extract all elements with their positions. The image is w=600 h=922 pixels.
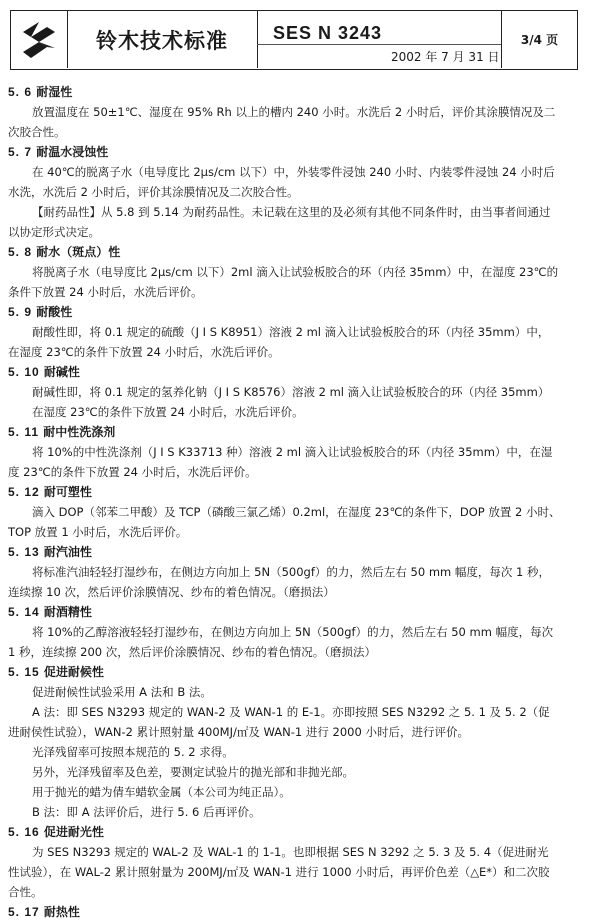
paragraph-line: 促进耐候性试验采用 A 法和 B 法。 <box>32 685 212 699</box>
section <box>8 82 588 142</box>
section-title: 耐汽油性 <box>43 545 92 559</box>
paragraph-line: 度 23℃的条件下放置 24 小时后，水洗后评价。 <box>8 465 257 479</box>
paragraph-line: 【耐药品性】从 5.8 到 5.14 为耐药品性。未记载在这里的及必须有其他不同条件时，由当事者间通过 <box>32 205 551 219</box>
paragraph-line: 条件下放置 24 小时后，水洗后评价。 <box>8 285 203 299</box>
section-number: 5. 15 <box>8 665 40 679</box>
section-number: 5. 7 <box>8 145 33 159</box>
paragraph-line: 耐碱性即，将 0.1 规定的氢养化钠（J I S K8576）溶液 2 ml 滴入让试验板胶合的环（内径 35mm） <box>32 385 550 399</box>
section <box>8 822 588 902</box>
paragraph-line: 将 10%的乙醇溶液轻轻打湿纱布，在侧边方向加上 5N（500gf）的力，然后左右 50 mm 幅度，每次 <box>32 625 554 639</box>
spec-number: SES N 3243 <box>273 23 383 43</box>
document-header <box>10 10 578 70</box>
section-title: 促进耐光性 <box>43 825 104 839</box>
section-title: 耐酒精性 <box>43 605 92 619</box>
section-heading <box>8 662 588 682</box>
paragraph-line: 光泽残留率可按照本规范的 5. 2 求得。 <box>32 745 234 759</box>
section-number: 5. 16 <box>8 825 40 839</box>
section <box>8 422 588 482</box>
paragraph-line: 以协定形式决定。 <box>8 225 100 239</box>
section-title: 耐温水浸蚀性 <box>36 145 109 159</box>
paragraph-line: 耐酸性即，将 0.1 规定的硫酸（J I S K8951）溶液 2 ml 滴入让试验板胶合的环（内径 35mm）中， <box>32 325 550 339</box>
paragraph-line: 次胶合性。 <box>8 125 66 139</box>
section-number: 5. 11 <box>8 425 40 439</box>
paragraph-line: 在湿度 23℃的条件下放置 24 小时后，水洗后评价。 <box>8 345 280 359</box>
section-heading <box>8 542 588 562</box>
paragraph-line: A 法：即 SES N3293 规定的 WAN-2 及 WAN-1 的 E-1。亦即按照 SES N3292 之 5. 1 及 5. 2（促 <box>32 705 550 719</box>
paragraph-line: 进耐侯性试验），WAN-2 累计照射量 400MJ/㎡及 WAN-1 进行 2000 小时后，进行评价。 <box>8 725 469 739</box>
section <box>8 902 588 922</box>
section-heading <box>8 822 588 842</box>
logo-cell <box>11 11 68 68</box>
section-title: 耐湿性 <box>36 85 73 99</box>
section <box>8 482 588 542</box>
section-title: 耐酸性 <box>36 305 73 319</box>
section-number: 5. 6 <box>8 85 33 99</box>
paragraph-line: 将脱离子水（电导度比 2μs/cm 以下）2ml 滴入让试验板胶合的环（内径 35mm）中，在湿度 23℃的 <box>32 265 559 279</box>
paragraph-line: 放置温度在 50±1℃、湿度在 95% Rh 以上的槽内 240 小时。水洗后 2 小时后，评价其涂膜情况及二 <box>32 105 556 119</box>
section-heading <box>8 482 588 502</box>
paragraph-line: TOP 放置 1 小时后，水洗后评价。 <box>8 525 188 539</box>
paragraph-line: 在 40℃的脱离子水（电导度比 2μs/cm 以下）中，外装零件浸蚀 240 小时、内装零件浸蚀 24 小时后 <box>32 165 555 179</box>
section-title: 耐中性洗涤剂 <box>43 425 116 439</box>
header-divider <box>257 44 502 45</box>
section-heading <box>8 422 588 442</box>
paragraph-line: 滴入 DOP（邻苯二甲酸）及 TCP（磷酸三氯乙烯）0.2ml，在湿度 23℃的条件下，DOP 放置 2 小时、 <box>32 505 561 519</box>
document-body <box>8 82 588 922</box>
section-title: 耐可塑性 <box>43 485 92 499</box>
section-heading <box>8 242 588 262</box>
paragraph-line: 另外，光泽残留率及色差，要测定试验片的抛光部和非抛光部。 <box>32 765 354 779</box>
section-heading <box>8 902 588 922</box>
section-heading <box>8 602 588 622</box>
section <box>8 242 588 302</box>
section <box>8 302 588 362</box>
section-number: 5. 14 <box>8 605 40 619</box>
section-title: 促进耐候性 <box>43 665 104 679</box>
section-heading <box>8 362 588 382</box>
section-number: 5. 10 <box>8 365 40 379</box>
paragraph-line: B 法：即 A 法评价后，进行 5. 6 后再评价。 <box>32 805 261 819</box>
section <box>8 662 588 822</box>
paragraph-line: 在湿度 23℃的条件下放置 24 小时后，水洗后评价。 <box>32 405 304 419</box>
spec-date: 2002 年 7 月 31 日 <box>391 50 500 64</box>
section-number: 5. 17 <box>8 905 40 919</box>
paragraph-line: 为 SES N3293 规定的 WAL-2 及 WAL-1 的 1-1。也即根据 SES N 3292 之 5. 3 及 5. 4（促进耐光 <box>32 845 549 859</box>
section <box>8 362 588 422</box>
section-heading <box>8 142 588 162</box>
paragraph-line: 连续擦 10 次，然后评价涂膜情况、纱布的着色情况。（磨损法） <box>8 585 335 599</box>
section-number: 5. 9 <box>8 305 33 319</box>
brand-title: 铃木技术标准 <box>67 11 258 68</box>
section-title: 耐碱性 <box>43 365 80 379</box>
section-heading <box>8 302 588 322</box>
section <box>8 542 588 602</box>
section-number: 5. 12 <box>8 485 40 499</box>
page-number: 3/4 页 <box>501 11 577 68</box>
paragraph-line: 将标准汽油轻轻打湿纱布，在侧边方向加上 5N（500gf）的力，然后左右 50 mm 幅度，每次 1 秒， <box>32 565 551 579</box>
section-heading <box>8 82 588 102</box>
paragraph-line: 将 10%的中性洗涤剂（J I S K33713 种）溶液 2 ml 滴入让试验板胶合的环（内径 35mm）中，在湿 <box>32 445 553 459</box>
section <box>8 142 588 242</box>
paragraph-line: 1 秒，连续擦 200 次，然后评价涂膜情况、纱布的着色情况。（磨损法） <box>8 645 376 659</box>
paragraph-line: 性试验），在 WAL-2 累计照射量为 200MJ/㎡及 WAN-1 进行 1000 小时后，再评价色差（△E*）和二次胶 <box>8 865 550 879</box>
suzuki-logo-icon <box>19 20 59 60</box>
section <box>8 602 588 662</box>
section-number: 5. 13 <box>8 545 40 559</box>
section-title: 耐热性 <box>43 905 80 919</box>
paragraph-line: 用于抛光的蜡为倩车蜡软金属（本公司为纯正品）。 <box>32 785 291 799</box>
paragraph-line: 水洗，水洗后 2 小时后，评价其涂膜情况及二次胶合性。 <box>8 185 299 199</box>
paragraph-line: 合性。 <box>8 885 43 899</box>
section-title: 耐水（斑点）性 <box>36 245 121 259</box>
section-number: 5. 8 <box>8 245 33 259</box>
